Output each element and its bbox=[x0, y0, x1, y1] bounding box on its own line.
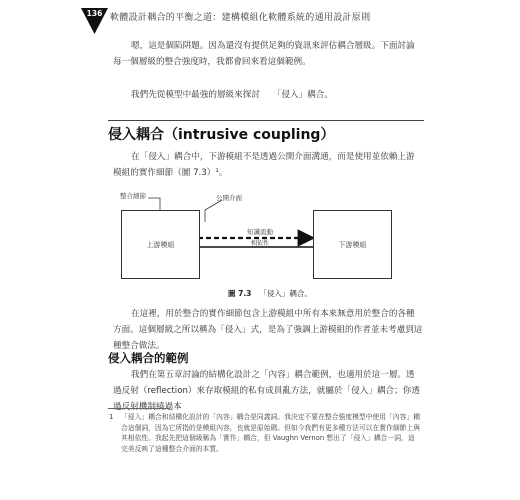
figure-caption-text: 「侵入」耦合。 bbox=[259, 289, 312, 298]
page-number: 136 bbox=[86, 9, 103, 18]
downstream-module-box bbox=[313, 210, 392, 279]
figure-caption-number: 圖 7.3 bbox=[228, 289, 252, 298]
subsection-paragraph: 我們在第五章討論的結構化設計之「內容」耦合範例，也適用於這一層。透過反射（reflection）來存取模組的私有成員亂方法，就屬於「侵入」耦合；你透過反射機制繞過本 bbox=[113, 370, 420, 412]
public-interface-label: 公開介面 bbox=[216, 194, 242, 202]
running-header-title: 軟體設計耦合的平衡之道：建構模組化軟體系統的通用設計原則 bbox=[110, 13, 371, 23]
footnote-number: 1 bbox=[109, 413, 114, 421]
intro-paragraph-1: 嗯，這是個陷阱題。因為還沒有提供足夠的資訊來評估耦合層級。下面討論每一個層級的整合強度時，我都會回來看這個範例。 bbox=[113, 41, 415, 67]
impl-details-label: 整合細節 bbox=[120, 192, 146, 200]
section-paragraph: 在「侵入」耦合中，下游模組不是透過公開介面溝通，而是使用並依賴上游模組的實作細節（圖 7.3）¹。 bbox=[113, 152, 415, 178]
figure-caption bbox=[228, 288, 312, 299]
footnote-text: 「侵入」耦合和結構化設計的「內容」耦合是同義詞。我決定不要在整合強度模型中使用「內容」耦合這個詞，因為它所指的是模組內容，也就是原始碼。但如今我們有更多種方法可以在實作細節上與其相依性。我起先把這個級稱為「實作」耦合，但 Vaughn Vernon 想出了「侵入」耦合一詞，這完美反映了這種整合介面的本質。 bbox=[121, 413, 421, 453]
public-interface-leader bbox=[205, 200, 222, 222]
section-heading: 侵入耦合（intrusive coupling） bbox=[108, 127, 335, 143]
after-figure-paragraph: 在這裡，用於整合的實作細節包含上游模組中所有本來無意用於整合的各種方面。這個層級之所以稱為「侵入」式，是為了強調上游模組的作者並未考慮到這種整合做法。 bbox=[113, 309, 423, 351]
upstream-module-label: 上游模組 bbox=[146, 240, 175, 249]
footnote-rule bbox=[108, 408, 170, 409]
knowledge-flow-label: 知識流動 bbox=[247, 228, 273, 236]
intro-paragraph-2: 我們先從模型中最強的層級來探討 「侵入」耦合。 bbox=[131, 90, 333, 100]
downstream-module-label: 下游模組 bbox=[338, 240, 367, 249]
upstream-module-box bbox=[121, 210, 200, 279]
dependency-label: 相依性 bbox=[251, 240, 270, 247]
subsection-heading: 侵入耦合的範例 bbox=[108, 351, 189, 365]
